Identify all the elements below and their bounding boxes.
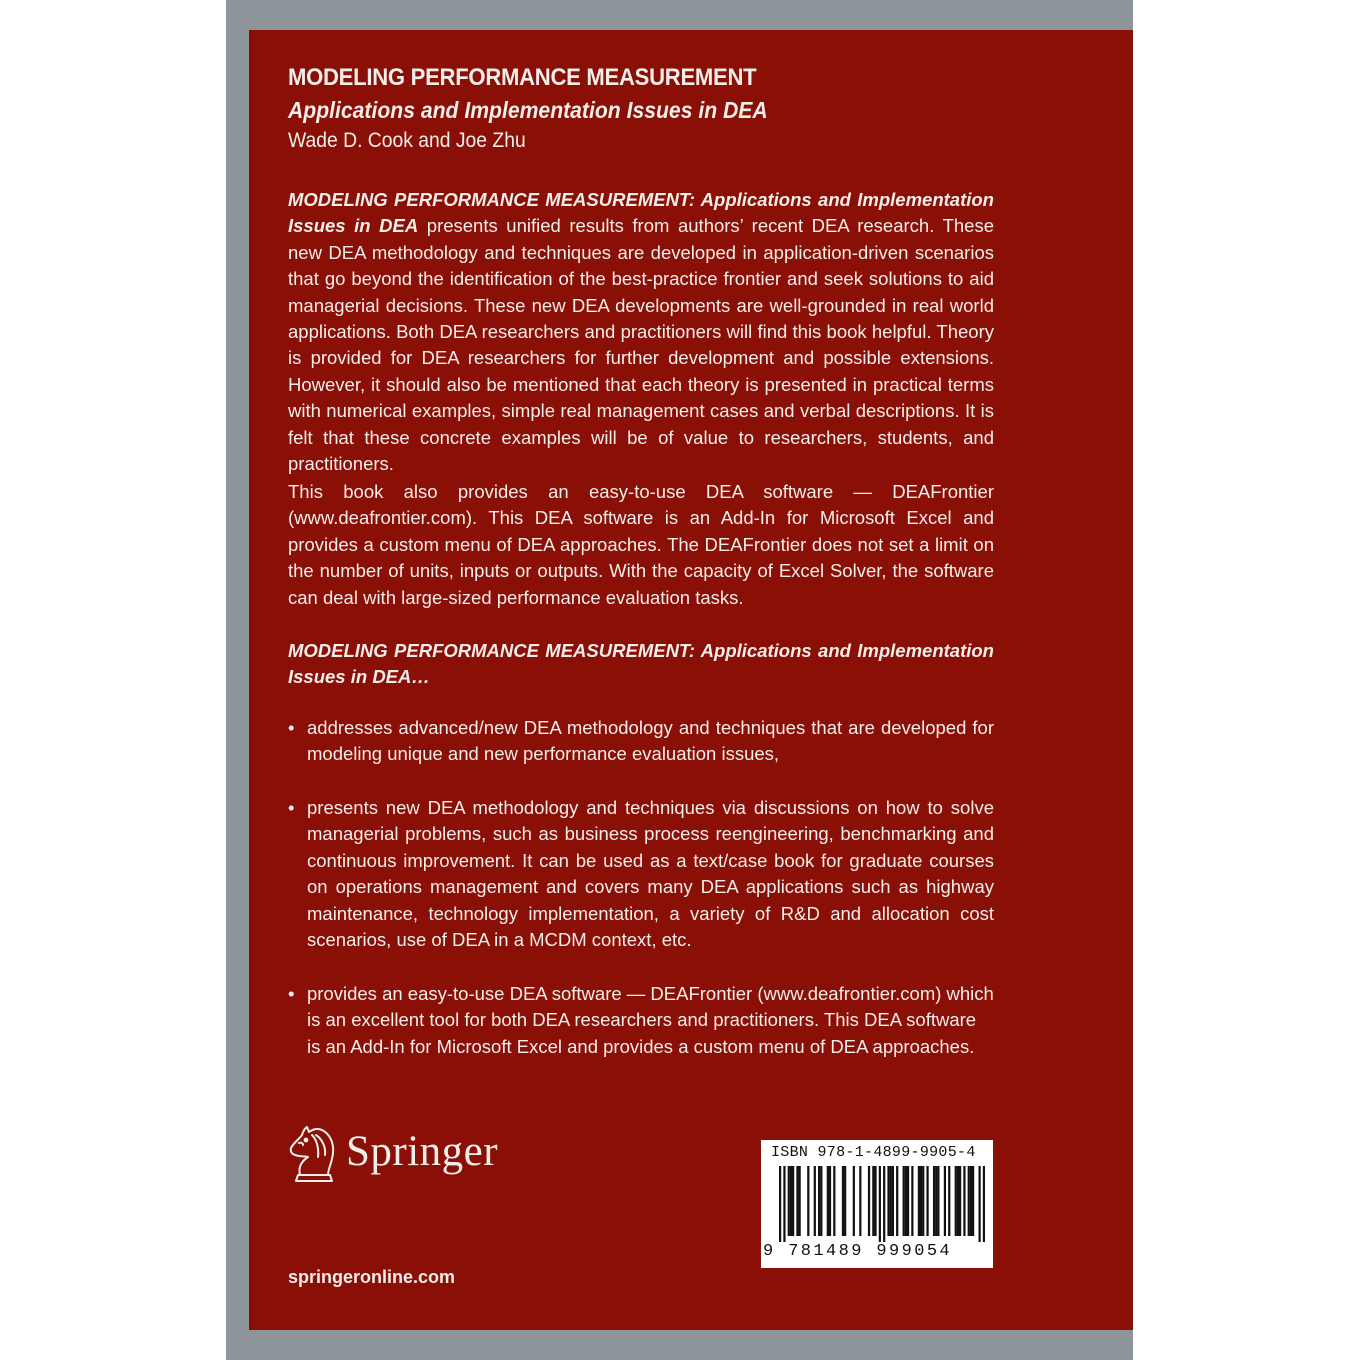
isbn-barcode [761,1140,993,1268]
barcode-digits: 9 781489 999054 [763,1242,953,1261]
description-paragraph-2: This book also provides an easy-to-use DEA software — DEAFrontier (www.deafrontier.com). This DEA software is an Add-In for Microsoft Excel and provides a custom menu of DEA approaches. The DEAFrontier does not set a limit on the number of units, inputs or outputs. With the capacity of Excel Solver, the software can deal with large-sized performance evaluation tasks. [288,481,994,608]
book-subtitle: Applications and Implementation Issues in DEA [288,97,768,123]
bullet-text: addresses advanced/new DEA methodology and techniques that are developed for modeling unique and new performance evaluation issues, [307,717,994,765]
isbn-text: ISBN 978-1-4899-9905-4 [771,1144,976,1161]
bullet-marker: • [288,797,295,818]
bullet-item [288,981,994,1060]
description-paragraph-1 [288,187,994,477]
bullet-marker: • [288,717,295,738]
bullet-text: presents new DEA methodology and techniques via discussions on how to solve managerial problems, such as business process reengineering, benchmarking and continuous improvement. It can be used as a text/case book for graduate courses on operations management and covers many DEA applications such as highway maintenance, technology implementation, a variety of R&D and allocation cost scenarios, use of DEA in a MCDM context, etc. [307,797,994,951]
publisher-name: Springer [346,1128,499,1175]
back-cover [249,30,1133,1330]
bullet-text: provides an easy-to-use DEA software — DEAFrontier (www.deafrontier.com) which is an excellent tool for both DEA researchers and practitioners. This DEA software is an Add-In for Microsoft Excel and provides a custom menu of DEA approaches. [307,983,994,1057]
bullet-marker: • [288,983,295,1004]
bullets-heading: MODELING PERFORMANCE MEASUREMENT: Applications and Implementation Issues in DEA… [288,640,994,688]
publisher-logo [286,1123,526,1185]
bullet-item [288,715,994,768]
book-authors: Wade D. Cook and Joe Zhu [288,129,526,152]
bullet-item [288,795,994,953]
knight-chess-icon [286,1123,342,1185]
barcode-bars [779,1166,985,1242]
book-title: MODELING PERFORMANCE MEASUREMENT [288,64,757,91]
description-lead: MODELING PERFORMANCE MEASUREMENT: Applications and Implementation Issues in DEA [288,189,994,237]
publisher-url: springeronline.com [288,1267,456,1287]
description-body: presents unified results from authors’ recent DEA research. These new DEA methodology and techniques are developed in application-driven scenarios that go beyond the identification of the best-practice frontier and seek solutions to aid managerial decisions. These new DEA developments are well-grounded in real world applications. Both DEA researchers and practitioners will find this book helpful. Theory is provided for DEA researchers for further development and possible extensions. However, it should also be mentioned that each theory is presented in practical terms with numerical examples, simple real management cases and verbal descriptions. It is felt that these concrete examples will be of value to researchers, students, and practitioners. [288,215,994,475]
